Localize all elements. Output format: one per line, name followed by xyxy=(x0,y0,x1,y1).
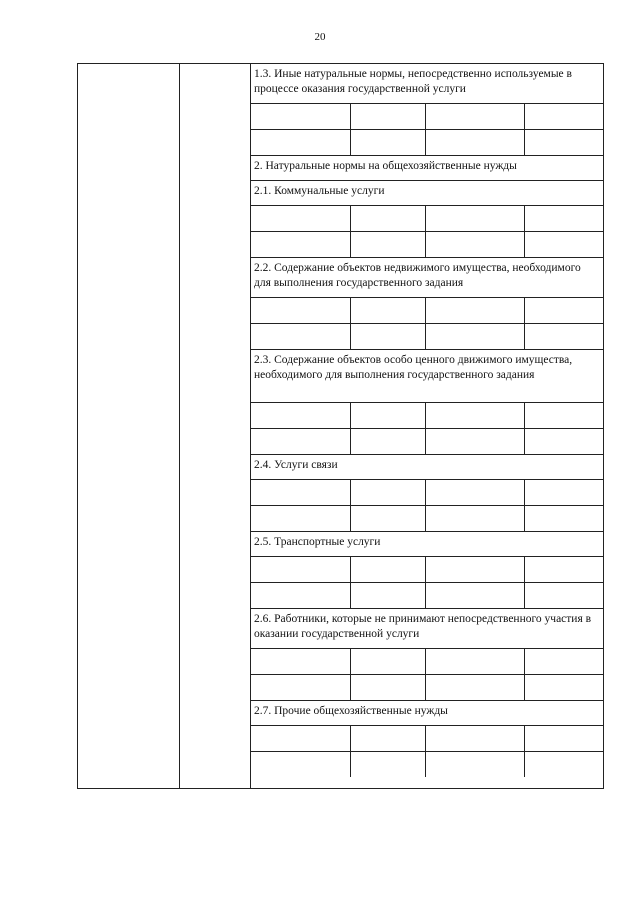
section-title: 2.6. Работники, которые не принимают непосредственного участия в оказании государственной услуги xyxy=(250,608,603,648)
cell-divider xyxy=(524,429,525,454)
cell-divider xyxy=(350,232,351,257)
cell-divider xyxy=(524,557,525,582)
cell-divider xyxy=(350,324,351,349)
cell-divider xyxy=(350,675,351,700)
cell-divider xyxy=(425,583,426,608)
cell-divider xyxy=(425,104,426,129)
cell-divider xyxy=(524,130,525,155)
cell-divider xyxy=(350,403,351,428)
cell-divider xyxy=(350,649,351,674)
cell-divider xyxy=(425,130,426,155)
table-row xyxy=(250,556,603,582)
cell-divider xyxy=(524,675,525,700)
page-number: 20 xyxy=(314,31,326,43)
cell-divider xyxy=(524,232,525,257)
table-row xyxy=(250,297,603,323)
section-title: 2.7. Прочие общехозяйственные нужды xyxy=(250,700,603,725)
section-title: 2. Натуральные нормы на общехозяйственные нужды xyxy=(250,155,603,180)
cell-divider xyxy=(524,752,525,777)
cell-divider xyxy=(425,324,426,349)
column-divider xyxy=(179,64,180,788)
table-row xyxy=(250,129,603,155)
section-title: 2.1. Коммунальные услуги xyxy=(250,180,603,205)
cell-divider xyxy=(350,480,351,505)
cell-divider xyxy=(425,480,426,505)
cell-divider xyxy=(350,130,351,155)
section-title: 2.2. Содержание объектов недвижимого имущества, необходимого для выполнения государственного задания xyxy=(250,257,603,297)
section-title: 2.5. Транспортные услуги xyxy=(250,531,603,556)
cell-divider xyxy=(425,726,426,751)
cell-divider xyxy=(524,726,525,751)
table-row xyxy=(250,103,603,129)
cell-divider xyxy=(524,298,525,323)
cell-divider xyxy=(425,429,426,454)
table-row xyxy=(250,751,603,777)
cell-divider xyxy=(350,752,351,777)
table-row xyxy=(250,582,603,608)
cell-divider xyxy=(350,506,351,531)
cell-divider xyxy=(350,206,351,231)
table-row xyxy=(250,648,603,674)
cell-divider xyxy=(350,726,351,751)
cell-divider xyxy=(524,324,525,349)
section-title: 2.4. Услуги связи xyxy=(250,454,603,479)
sections-area xyxy=(250,64,603,788)
cell-divider xyxy=(524,206,525,231)
table-row xyxy=(250,205,603,231)
table-row xyxy=(250,505,603,531)
table-row xyxy=(250,402,603,428)
table-row xyxy=(250,231,603,257)
cell-divider xyxy=(425,752,426,777)
cell-divider xyxy=(425,232,426,257)
cell-divider xyxy=(524,506,525,531)
cell-divider xyxy=(524,583,525,608)
cell-divider xyxy=(524,649,525,674)
cell-divider xyxy=(425,557,426,582)
table-row xyxy=(250,323,603,349)
cell-divider xyxy=(350,104,351,129)
cell-divider xyxy=(425,206,426,231)
cell-divider xyxy=(350,298,351,323)
table-row xyxy=(250,479,603,505)
cell-divider xyxy=(425,506,426,531)
cell-divider xyxy=(524,480,525,505)
cell-divider xyxy=(350,557,351,582)
section-title: 1.3. Иные натуральные нормы, непосредственно используемые в процессе оказания государственной услуги xyxy=(254,68,572,95)
cell-divider xyxy=(524,403,525,428)
table-row xyxy=(250,725,603,751)
cell-divider xyxy=(425,649,426,674)
cell-divider xyxy=(350,583,351,608)
cell-divider xyxy=(425,298,426,323)
table-row xyxy=(250,674,603,700)
cell-divider xyxy=(524,104,525,129)
cell-divider xyxy=(425,675,426,700)
table-row xyxy=(250,428,603,454)
norms-table xyxy=(77,63,604,789)
section-title: 2.3. Содержание объектов особо ценного движимого имущества, необходимого для выполнения государственного задания xyxy=(250,349,603,402)
cell-divider xyxy=(350,429,351,454)
cell-divider xyxy=(425,403,426,428)
